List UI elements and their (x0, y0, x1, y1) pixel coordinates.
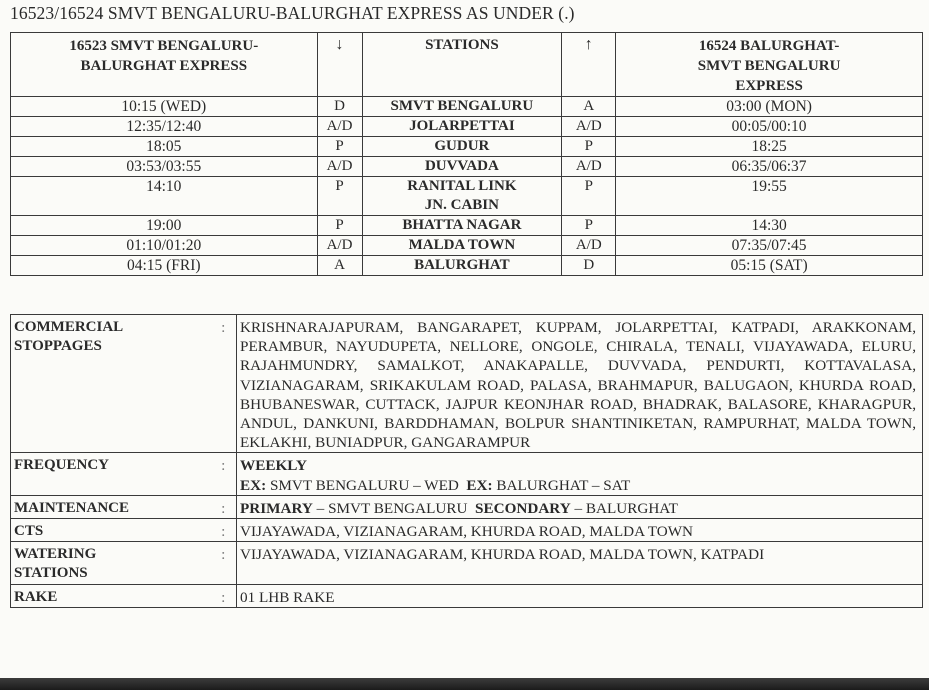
up-code-cell: P (562, 177, 616, 216)
cts-value: VIJAYAWADA, VIZIANAGARAM, KHURDA ROAD, MALDA TOWN (237, 519, 923, 542)
station-cell: DUVVADA (362, 157, 562, 177)
maintenance-secondary-value: – BALURGHAT (574, 499, 678, 517)
station-cell: BALURGHAT (362, 256, 562, 276)
colon-separator: : (211, 584, 237, 607)
timing-row (11, 236, 923, 256)
station-cell: BHATTA NAGAR (362, 216, 562, 236)
timing-header-row (11, 33, 923, 97)
frequency-ex2-label: EX: (466, 476, 493, 494)
cts-row (11, 519, 923, 542)
frequency-ex2-value: BALURGHAT – SAT (496, 476, 631, 494)
station-cell: JOLARPETTAI (362, 117, 562, 137)
down-time-cell: 04:15 (FRI) (11, 256, 318, 276)
details-table (10, 314, 923, 608)
up-code-cell: A (562, 97, 616, 117)
maintenance-row (11, 495, 923, 518)
up-code-cell: A/D (562, 117, 616, 137)
up-time-cell: 18:25 (616, 137, 923, 157)
up-code-cell: A/D (562, 157, 616, 177)
up-time-cell: 07:35/07:45 (616, 236, 923, 256)
up-code-cell: P (562, 216, 616, 236)
frequency-value (237, 453, 923, 495)
up-time-cell: 03:00 (MON) (616, 97, 923, 117)
up-code-cell: D (562, 256, 616, 276)
down-code-cell: A/D (317, 157, 362, 177)
commercial-stoppages-label: COMMERCIAL STOPPAGES (11, 315, 211, 453)
colon-separator: : (211, 542, 237, 584)
down-time-cell: 14:10 (11, 177, 318, 216)
rake-value: 01 LHB RAKE (237, 584, 923, 607)
up-time-cell: 00:05/00:10 (616, 117, 923, 137)
down-time-cell: 18:05 (11, 137, 318, 157)
watering-stations-value: VIJAYAWADA, VIZIANAGARAM, KHURDA ROAD, MALDA TOWN, KATPADI (237, 542, 923, 584)
up-time-cell: 05:15 (SAT) (616, 256, 923, 276)
timing-row (11, 117, 923, 137)
commercial-stoppages-value: KRISHNARAJAPURAM, BANGARAPET, KUPPAM, JOLARPETTAI, KATPADI, ARAKKONAM, PERAMBUR, NAYUDUPETA, NELLORE, ONGOLE, CHIRALA, TENALI, VIJAYAWADA, ELURU, RAJAHMUNDRY, SAMALKOT, ANAKAPALLE, DUVVADA, PENDURTI, KOTTAVALASA, VIZIANAGARAM, SRIKAKULAM ROAD, PALASA, BRAHMAPUR, BALUGAON, KHURDA ROAD, BHUBANESWAR, CUTTACK, JAJPUR KEONJHAR ROAD, BHADRAK, BALASORE, KHARAGPUR, ANDUL, DANKUNI, BARDDHAMAN, BOLPUR SHANTINIKETAN, RAMPURHAT, MALDA TOWN, EKLAKHI, BUNIADPUR, GANGARAMPUR (237, 315, 923, 453)
station-cell: RANITAL LINK JN. CABIN (362, 177, 562, 216)
colon-separator: : (211, 495, 237, 518)
down-time-cell: 01:10/01:20 (11, 236, 318, 256)
maintenance-label: MAINTENANCE (11, 495, 211, 518)
down-code-cell: P (317, 216, 362, 236)
timing-row (11, 256, 923, 276)
timing-row (11, 157, 923, 177)
commercial-stoppages-row (11, 315, 923, 453)
down-code-cell: A/D (317, 117, 362, 137)
up-arrow-icon: ↑ (562, 33, 616, 97)
down-code-cell: D (317, 97, 362, 117)
frequency-ex1-value: SMVT BENGALURU – WED (269, 476, 459, 494)
frequency-label: FREQUENCY (11, 453, 211, 495)
up-time-cell: 06:35/06:37 (616, 157, 923, 177)
maintenance-primary-value: – SMVT BENGALURU (316, 499, 468, 517)
timing-row (11, 97, 923, 117)
timing-table (10, 32, 923, 276)
down-time-cell: 19:00 (11, 216, 318, 236)
frequency-ex1-label: EX: (240, 476, 267, 494)
rake-label: RAKE (11, 584, 211, 607)
down-code-cell: A/D (317, 236, 362, 256)
station-cell: MALDA TOWN (362, 236, 562, 256)
station-cell: SMVT BENGALURU (362, 97, 562, 117)
down-code-cell: P (317, 177, 362, 216)
down-train-header: 16523 SMVT BENGALURU-BALURGHAT EXPRESS (11, 33, 318, 97)
up-train-header: 16524 BALURGHAT-SMVT BENGALURU EXPRESS (616, 33, 923, 97)
frequency-weekly: WEEKLY (240, 457, 307, 475)
colon-separator: : (211, 315, 237, 453)
document-heading: 16523/16524 SMVT BENGALURU-BALURGHAT EXPRESS AS UNDER (.) (10, 3, 575, 23)
up-time-cell: 14:30 (616, 216, 923, 236)
down-code-cell: A (317, 256, 362, 276)
stations-header: STATIONS (362, 33, 562, 97)
down-arrow-icon: ↓ (317, 33, 362, 97)
colon-separator: : (211, 453, 237, 495)
down-code-cell: P (317, 137, 362, 157)
frequency-row (11, 453, 923, 495)
up-code-cell: A/D (562, 236, 616, 256)
timing-row (11, 216, 923, 236)
scan-edge-bar (0, 678, 929, 690)
up-code-cell: P (562, 137, 616, 157)
down-time-cell: 12:35/12:40 (11, 117, 318, 137)
maintenance-value (237, 495, 923, 518)
up-time-cell: 19:55 (616, 177, 923, 216)
rake-row (11, 584, 923, 607)
colon-separator: : (211, 519, 237, 542)
station-cell: GUDUR (362, 137, 562, 157)
timing-table-body (11, 97, 923, 276)
timing-row (11, 137, 923, 157)
maintenance-primary-label: PRIMARY (240, 499, 313, 517)
timing-row (11, 177, 923, 216)
watering-stations-row (11, 542, 923, 584)
maintenance-secondary-label: SECONDARY (475, 499, 571, 517)
cts-label: CTS (11, 519, 211, 542)
down-time-cell: 10:15 (WED) (11, 97, 318, 117)
down-time-cell: 03:53/03:55 (11, 157, 318, 177)
watering-stations-label: WATERING STATIONS (11, 542, 211, 584)
